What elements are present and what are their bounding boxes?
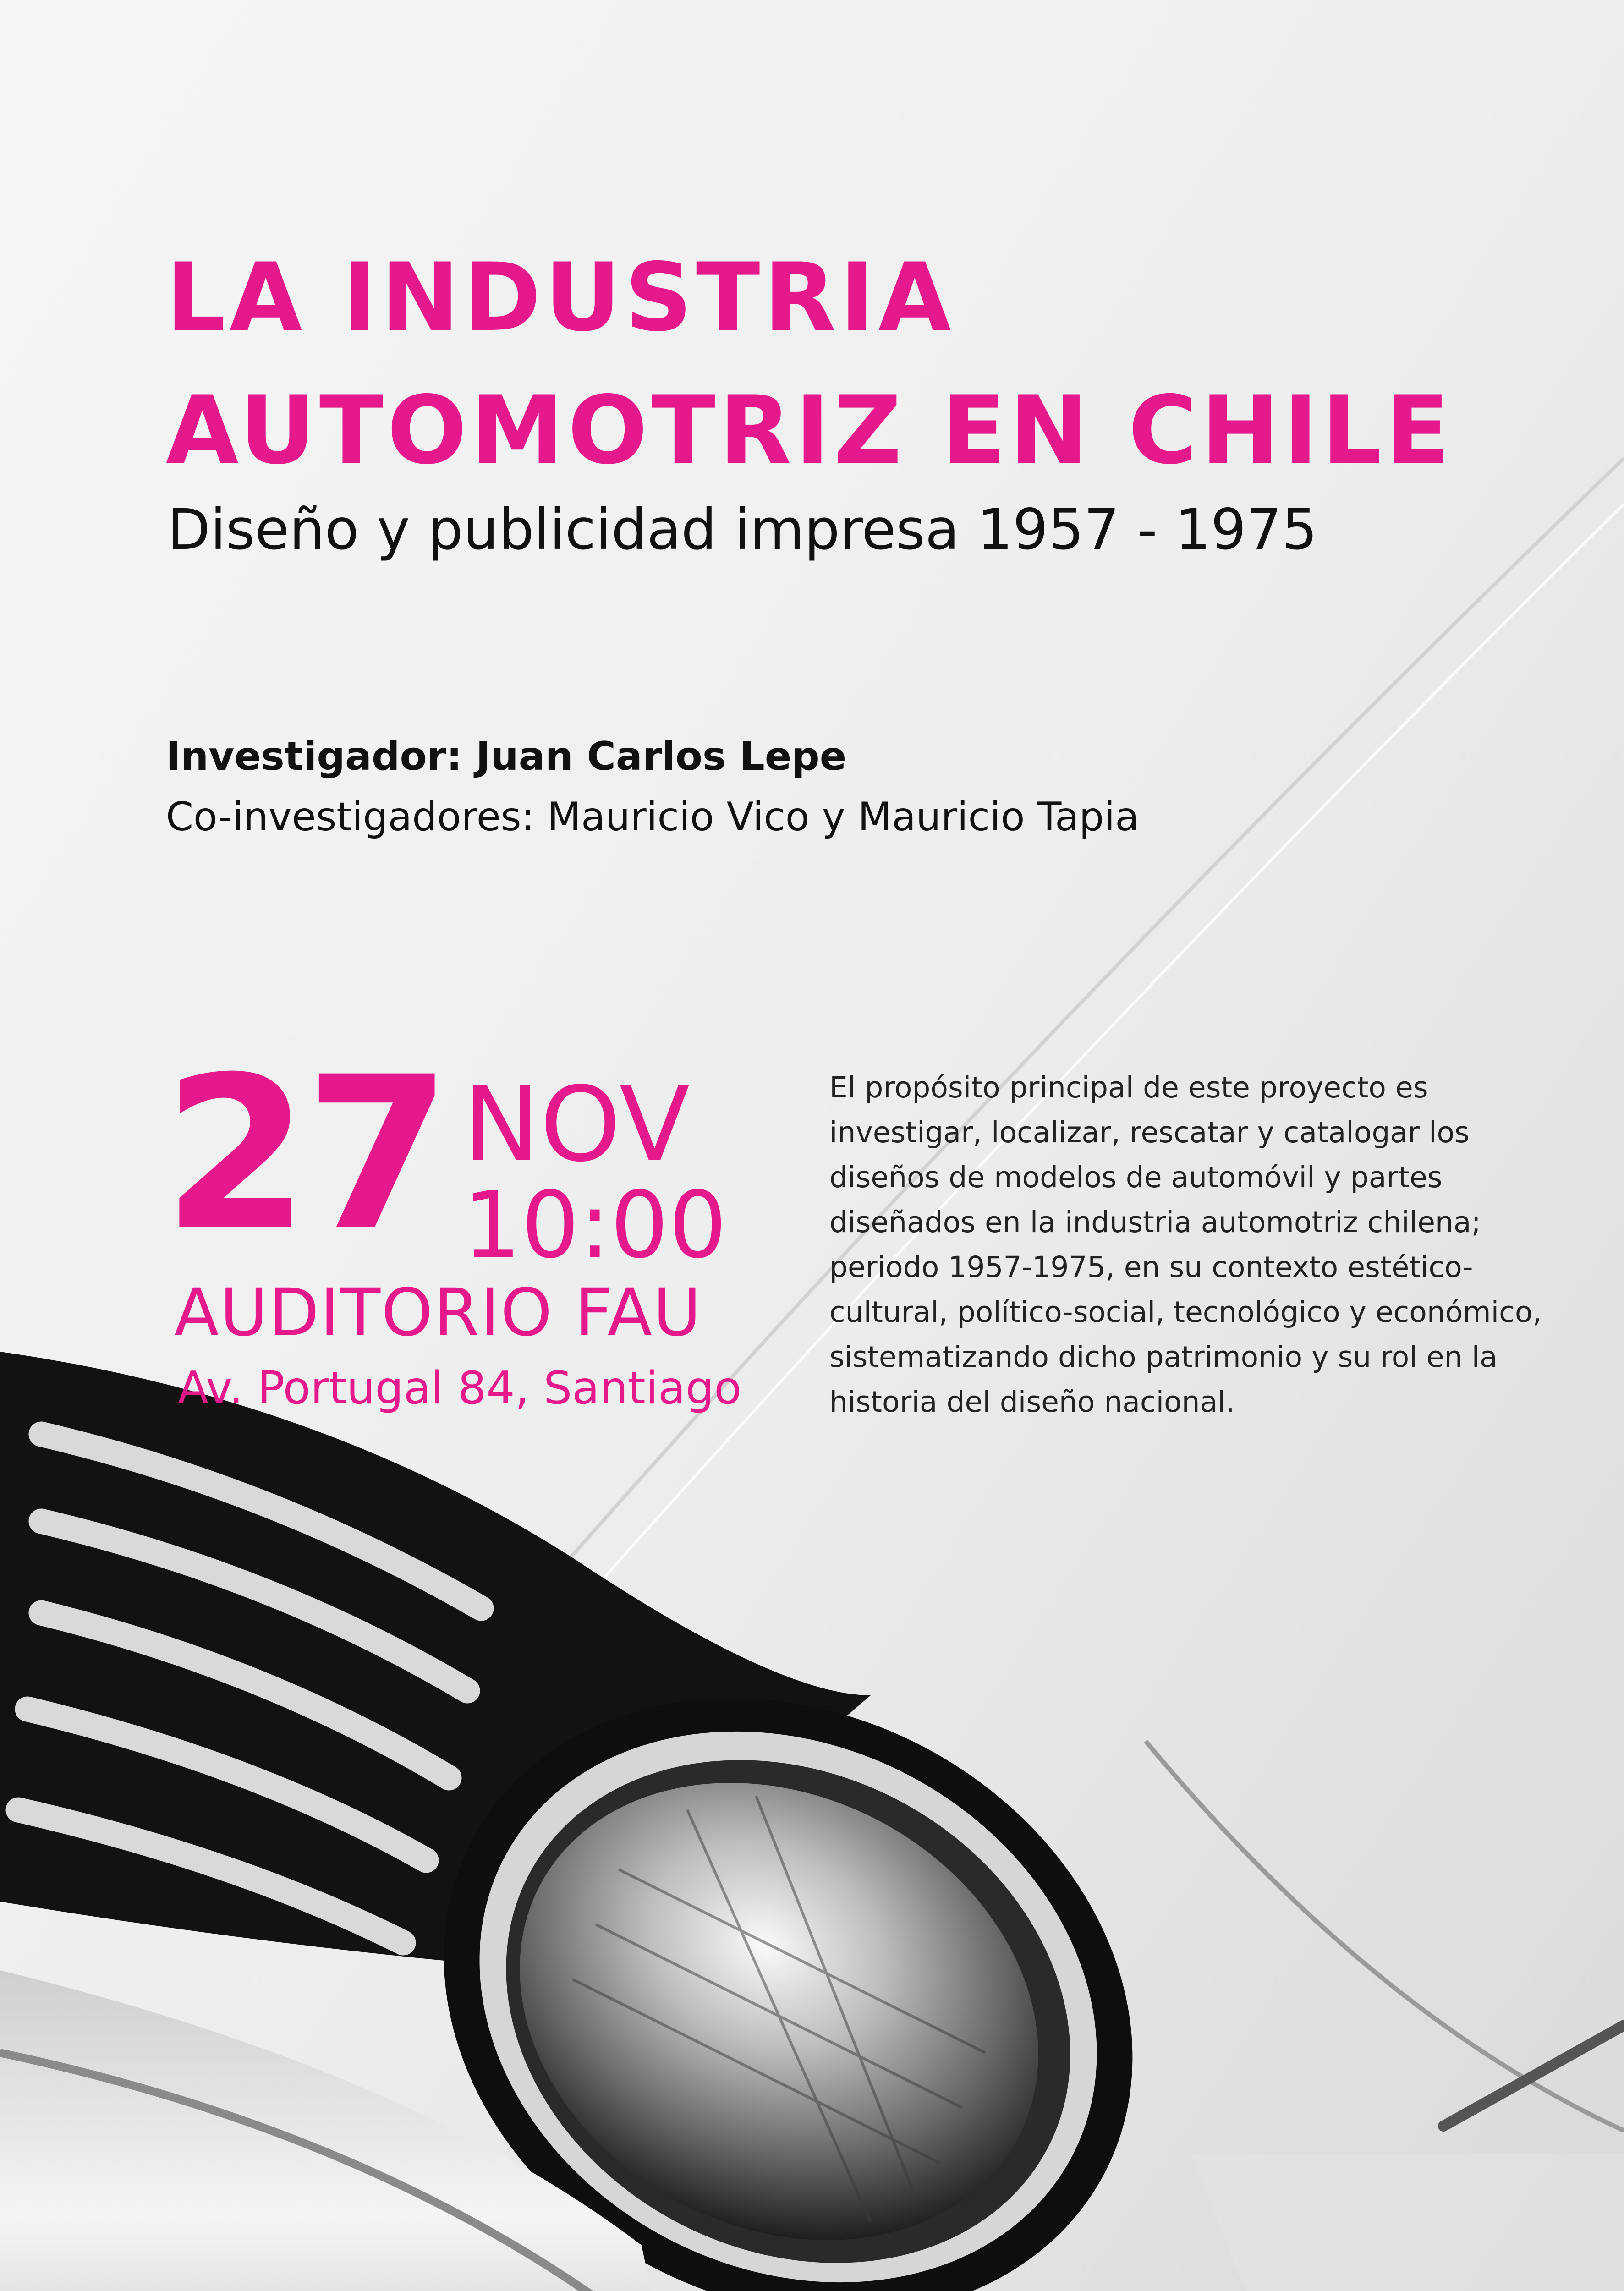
project-description: El propósito principal de este proyecto es investigar, localizar, rescatar y catalogar los diseños de modelos de automóvil y partes diseñados en la industria automotriz chilena; periodo 1957-1975, en su contexto estético-cultural, político-social, tecnológico y económico, sistematizando dicho patrimonio y su rol en la historia del diseño nacional. <box>829 1071 1542 1419</box>
co-investigators: Co-investigadores: Mauricio Vico y Mauricio Tapia <box>166 794 1139 840</box>
investigators-block <box>166 726 1139 847</box>
title-line-2: AUTOMOTRIZ EN CHILE <box>166 376 1454 485</box>
lead-investigator: Investigador: Juan Carlos Lepe <box>166 734 847 779</box>
poster-title <box>166 231 1453 497</box>
event-month: NOV <box>463 1065 690 1185</box>
poster-subtitle: Diseño y publicidad impresa 1957 - 1975 <box>167 497 1317 562</box>
event-address: Av. Portugal 84, Santiago <box>178 1362 742 1414</box>
event-venue: AUDITORIO FAU <box>174 1274 702 1351</box>
event-time: 10:00 <box>463 1172 727 1279</box>
event-day: 27 <box>163 1032 447 1277</box>
title-line-1: LA INDUSTRIA <box>166 243 955 352</box>
